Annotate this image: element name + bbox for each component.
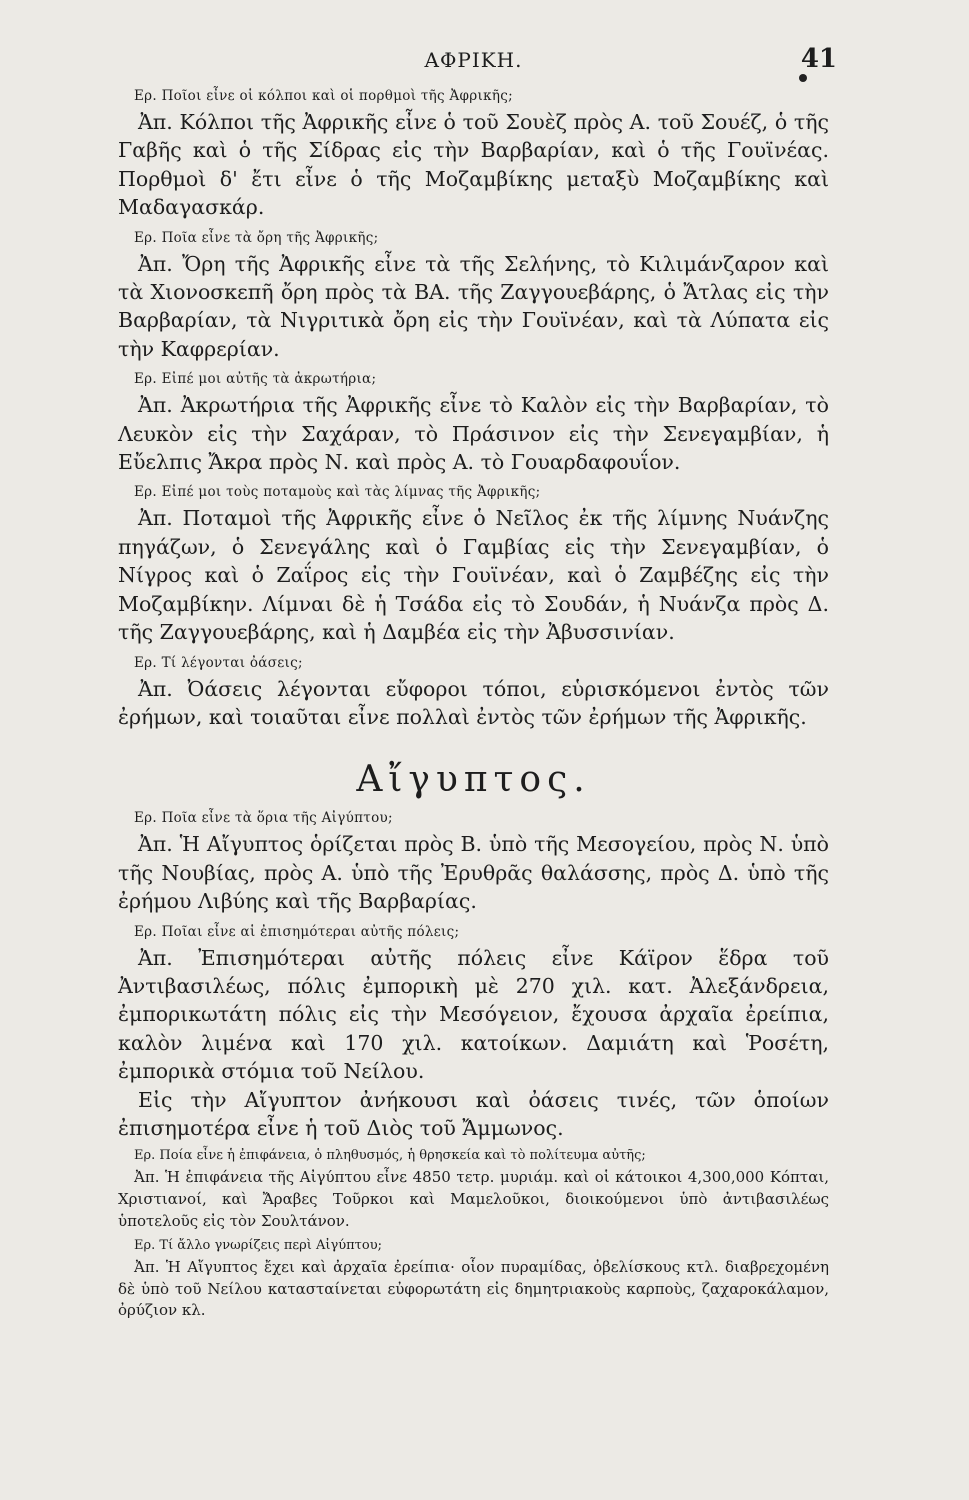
answer: Ἀπ. Ὀάσεις λέγονται εὔφοροι τόποι, εὑρισκόμενοι ἐντὸς τῶν ἐρήμων, καὶ τοιαῦται εἶνε πολλαὶ ἐντὸς τῶν ἐρήμων τῆς Ἀφρικῆς. — [118, 676, 829, 729]
running-head — [118, 40, 837, 80]
answer: Ἀπ. Ἡ Αἴγυπτος ὁρίζεται πρὸς Β. ὑπὸ τῆς Μεσογείου, πρὸς Ν. ὑπὸ τῆς Νουβίας, πρὸς Α. ὑπὸ τῆς Ἐρυθρᾶς θαλάσσης, πρὸς Δ. ὑπὸ τῆς ἐρήμου Λιβύης καὶ τῆς Βαρβαρίας. — [118, 832, 829, 914]
text-body — [118, 86, 829, 1322]
question-small: Ερ. Ποία εἶνε ἡ ἐπιφάνεια, ὁ πληθυσμός, ἡ θρησκεία καὶ τὸ πολίτευμα αὐτῆς; — [134, 1148, 646, 1164]
answer-small: Ἀπ. Ἡ ἐπιφάνεια τῆς Αἰγύπτου εἶνε 4850 τετρ. μυριάμ. καὶ οἱ κάτοικοι 4,300,000 Κόπται, Χριστιανοί, καὶ Ἄραβες Τοῦρκοι καὶ Μαμελοῦκοι, διοικούμενοι ὑπὸ ἀντιβασιλέως ὑποτελοῦς εἰς τὸν Σουλτάνον. — [118, 1168, 829, 1230]
answer: Ἀπ. Ἀκρωτήρια τῆς Ἀφρικῆς εἶνε τὸ Καλὸν εἰς τὴν Βαρβαρίαν, τὸ Λευκὸν εἰς τὴν Σαχάραν, τὸ Πράσινον εἰς τὴν Σενεγαμβίαν, ἡ Εὔελπις Ἄκρα πρὸς Ν. καὶ πρὸς Α. τὸ Γουαρδαφουΐον. — [118, 393, 829, 475]
question: Ερ. Ποῖαι εἶνε αἱ ἐπισημότεραι αὐτῆς πόλεις; — [134, 923, 460, 940]
answer: Ἀπ. Ἐπισημότεραι αὐτῆς πόλεις εἶνε Κάϊρον ἕδρα τοῦ Ἀντιβασιλέως, πόλις ἐμπορικὴ μὲ 270 χιλ. κατ. Ἀλεξάνδρεια, ἐμπορικωτάτη πόλις εἰς τὴν Μεσόγειον, ἔχουσα ἀρχαῖα ἐρείπια, καλὸν λιμένα καὶ 170 χιλ. κατοίκων. Δαμιάτη καὶ Ῥοσέτη, ἐμπορικὰ στόμια τοῦ Νείλου. — [118, 945, 829, 1084]
question: Ερ. Ποῖα εἶνε τὰ ὄρη τῆς Ἀφρικῆς; — [134, 229, 379, 246]
question: Ερ. Ποῖα εἶνε τὰ ὅρια τῆς Αἰγύπτου; — [134, 810, 393, 827]
answer-continued: Εἰς τὴν Αἴγυπτον ἀνήκουσι καὶ ὀάσεις τινές, τῶν ὁποίων ἐπισημοτέρα εἶνε ἡ τοῦ Διὸς τοῦ Ἄμμωνος. — [118, 1087, 829, 1140]
answer: Ἀπ. Κόλποι τῆς Ἀφρικῆς εἶνε ὁ τοῦ Σουὲζ πρὸς Α. τοῦ Σουέζ, ὁ τῆς Γαβῆς καὶ ὁ τῆς Σίδρας εἰς τὴν Βαρβαρίαν, καὶ ὁ τῆς Γουϊνέας. Πορθμοὶ δ' ἔτι εἶνε ὁ τῆς Μοζαμβίκης μεταξὺ Μοζαμβίκης καὶ Μαδαγασκάρ. — [118, 110, 829, 220]
answer-small: Ἀπ. Ἡ Αἴγυπτος ἔχει καὶ ἀρχαῖα ἐρείπια· οἷον πυραμίδας, ὀβελίσκους κτλ. διαβρεχομένη δὲ ὑπὸ τοῦ Νείλου κατασταίνεται εὐφορωτάτη εἰς δημητριακοὺς καρποὺς, ζαχαροκάλαμον, ὀρύζιον κλ. — [118, 1258, 829, 1320]
running-title: ΑΦΡΙΚΗ. — [424, 48, 523, 72]
page-number: 41 — [800, 44, 837, 74]
question-small: Ερ. Τί ἄλλο γνωρίζεις περὶ Αἰγύπτου; — [134, 1238, 382, 1254]
question: Ερ. Εἰπέ μοι αὐτῆς τὰ ἀκρωτήρια; — [134, 371, 377, 388]
question: Ερ. Τί λέγονται ὀάσεις; — [134, 654, 303, 671]
ink-dot — [799, 74, 807, 82]
question: Ερ. Ποῖοι εἶνε οἱ κόλποι καὶ οἱ πορθμοὶ τῆς Ἀφρικῆς; — [134, 88, 513, 104]
question: Ερ. Εἰπέ μοι τοὺς ποταμοὺς καὶ τὰς λίμνας τῆς Ἀφρικῆς; — [134, 484, 541, 501]
section-title: Αἴγυπτος. — [356, 759, 591, 801]
answer: Ἀπ. Ποταμοὶ τῆς Ἀφρικῆς εἶνε ὁ Νεῖλος ἐκ τῆς λίμνης Νυάνζης πηγάζων, ὁ Σενεγάλης καὶ ὁ Γαμβίας εἰς τὴν Σενεγαμβίαν, ὁ Νίγρος καὶ ὁ Ζαΐρος εἰς τὴν Γουϊνέαν, καὶ ὁ Ζαμβέζης εἰς τὴν Μοζαμβίκην. Λίμναι δὲ ἡ Τσάδα εἰς τὸ Σουδάν, ἡ Νυάνζα πρὸς Δ. τῆς Ζαγγουεβάρης, καὶ ἡ Δαμβέα εἰς τὴν Ἀβυσσινίαν. — [118, 506, 829, 645]
answer: Ἀπ. Ὄρη τῆς Ἀφρικῆς εἶνε τὰ τῆς Σελήνης, τὸ Κιλιμάνζαρον καὶ τὰ Χιονοσκεπῆ ὄρη πρὸς τὰ ΒΑ. τῆς Ζαγγουεβάρης, ὁ Ἄτλας εἰς τὴν Βαρβαρίαν, τὰ Νιγριτικὰ ὄρη εἰς τὴν Γουϊνέαν, καὶ τὰ Λύπατα εἰς τὴν Καφρερίαν. — [118, 251, 829, 361]
